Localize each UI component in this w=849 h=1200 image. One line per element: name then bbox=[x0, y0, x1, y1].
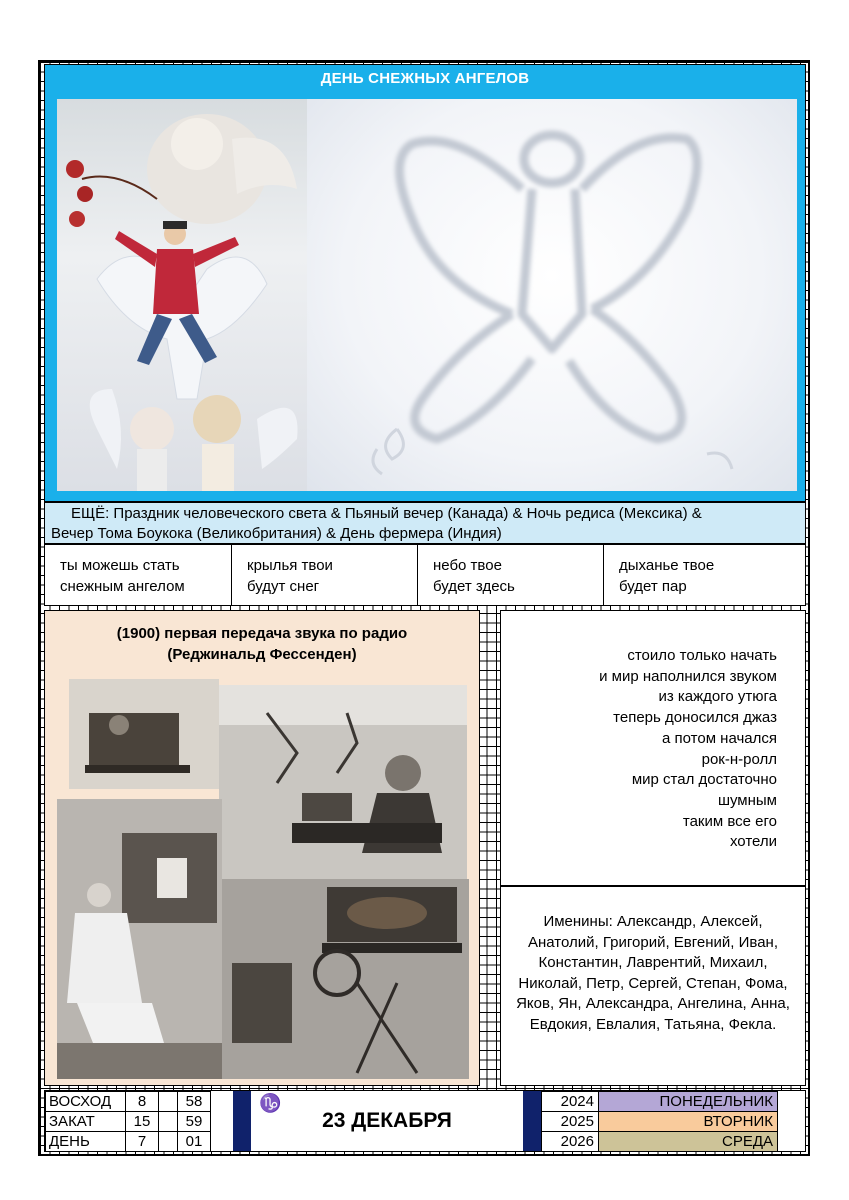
poem-line: будет здесь bbox=[433, 578, 515, 595]
year-2026: 2026 bbox=[542, 1132, 599, 1152]
collage-drawing bbox=[57, 673, 469, 1079]
child-and-angel-statue-image bbox=[57, 99, 317, 491]
poem-line: будут снег bbox=[247, 578, 320, 595]
sunset-minutes: 59 bbox=[178, 1112, 211, 1132]
sunrise-label: ВОСХОД bbox=[46, 1092, 126, 1112]
table-row bbox=[46, 1092, 211, 1112]
daylength-label: ДЕНЬ bbox=[46, 1132, 126, 1152]
poem-line: мир стал достаточно bbox=[631, 771, 777, 789]
poem-cell bbox=[604, 545, 805, 605]
sunset-hours: 15 bbox=[126, 1112, 159, 1132]
spacer-cell bbox=[159, 1112, 178, 1132]
history-line-2: (Реджинальд Фессенден) bbox=[167, 646, 357, 663]
table-row bbox=[46, 1132, 211, 1152]
sunrise-minutes: 58 bbox=[178, 1092, 211, 1112]
history-line-1: (1900) первая передача звука по радио bbox=[116, 625, 408, 642]
snow-angel-drawing bbox=[307, 99, 797, 491]
poem-line: и мир наполнился звуком bbox=[599, 667, 777, 685]
weekday-2024: ПОНЕДЕЛЬНИК bbox=[599, 1092, 778, 1112]
poem-line: шумным bbox=[717, 791, 777, 809]
also-holidays bbox=[44, 502, 806, 544]
year-2024: 2024 bbox=[542, 1092, 599, 1112]
right-poem bbox=[500, 610, 806, 886]
poem-line: а потом начался bbox=[662, 729, 777, 747]
poem-line: будет пар bbox=[619, 578, 687, 595]
bottom-info-bar bbox=[44, 1090, 806, 1152]
navy-divider-left bbox=[233, 1091, 251, 1151]
sun-times-table bbox=[45, 1091, 211, 1152]
daylength-minutes: 01 bbox=[178, 1132, 211, 1152]
poem-line: таким все его bbox=[682, 812, 777, 830]
poem-line: небо твое bbox=[433, 557, 502, 574]
child-illustration bbox=[57, 99, 317, 491]
page-title: ДЕНЬ СНЕЖНЫХ АНГЕЛОВ bbox=[320, 70, 530, 87]
capricorn-icon: ♑ bbox=[259, 1093, 282, 1113]
name-days: Именины: Александр, Алексей, Анатолий, Григорий, Евгений, Иван, Константин, Лаврентий, Михаил, Николай, Петр, Сергей, Степан, Фома, Яков, Ян, Александра, Ангелина, Анна, Евдокия, Евлалия, Татьяна, Фекла. bbox=[500, 886, 806, 1086]
poem-line: снежным ангелом bbox=[60, 578, 185, 595]
spacer-cell bbox=[159, 1132, 178, 1152]
table-row bbox=[542, 1092, 778, 1112]
poem-line: рок-н-ролл bbox=[701, 750, 777, 768]
year-2025: 2025 bbox=[542, 1112, 599, 1132]
poem-cell bbox=[232, 545, 418, 605]
also-line-1: ЕЩЁ: Праздник человеческого света & Пьяный вечер (Канада) & Ночь редиса (Мексика) & bbox=[71, 505, 702, 522]
poem-cell bbox=[45, 545, 232, 605]
also-line-2: Вечер Тома Боукока (Великобритания) & День фермера (Индия) bbox=[51, 525, 502, 542]
sunset-label: ЗАКАТ bbox=[46, 1112, 126, 1132]
history-panel bbox=[44, 610, 480, 1086]
table-row bbox=[46, 1112, 211, 1132]
table-row bbox=[542, 1132, 778, 1152]
weekday-2026: СРЕДА bbox=[599, 1132, 778, 1152]
poem-line: из каждого утюга bbox=[658, 688, 777, 706]
snow-angels-photo bbox=[57, 99, 797, 491]
weekday-2025: ВТОРНИК bbox=[599, 1112, 778, 1132]
poem-line: хотели bbox=[729, 833, 777, 851]
spacer-cell bbox=[159, 1092, 178, 1112]
poem-line: дыханье твое bbox=[619, 557, 715, 574]
table-row bbox=[542, 1112, 778, 1132]
poem-row bbox=[44, 544, 806, 606]
title-panel bbox=[44, 64, 806, 502]
date-box bbox=[251, 1091, 523, 1151]
weekday-by-year-table bbox=[541, 1091, 778, 1152]
poem-line: крылья твои bbox=[247, 557, 333, 574]
poem-cell bbox=[418, 545, 604, 605]
history-heading bbox=[45, 623, 479, 665]
radio-history-photo-collage bbox=[57, 673, 469, 1079]
snow-angel-imprint-image bbox=[307, 99, 797, 491]
sunrise-hours: 8 bbox=[126, 1092, 159, 1112]
daylength-hours: 7 bbox=[126, 1132, 159, 1152]
poem-line: теперь доносился джаз bbox=[613, 709, 777, 727]
poem-line: стоило только начать bbox=[627, 647, 777, 664]
poem-line: ты можешь стать bbox=[60, 557, 180, 574]
date-label: 23 ДЕКАБРЯ bbox=[322, 1109, 452, 1132]
navy-divider-right bbox=[523, 1091, 541, 1151]
